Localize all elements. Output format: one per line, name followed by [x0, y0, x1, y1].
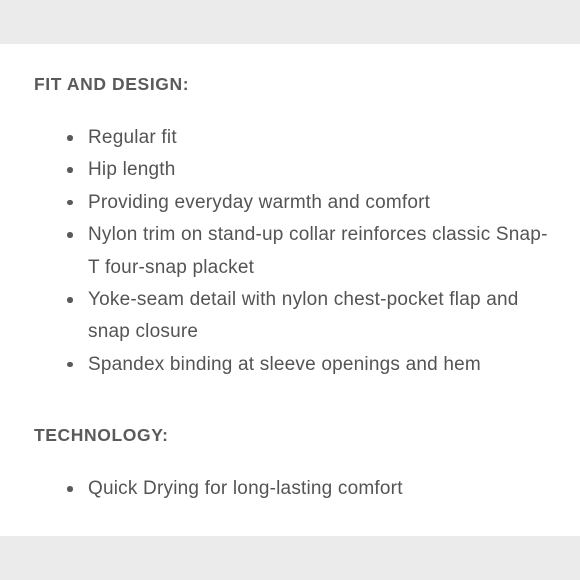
fit-and-design-list [66, 122, 556, 381]
bullet-icon [67, 362, 73, 368]
list-item [66, 219, 556, 284]
list-item-text: Hip length [88, 159, 176, 181]
list-item [66, 284, 556, 349]
bullet-icon [67, 135, 73, 141]
list-item-text: Quick Drying for long-lasting comfort [88, 478, 403, 499]
product-details-card [0, 44, 580, 536]
bullet-icon [67, 167, 73, 173]
technology-list [66, 473, 556, 505]
list-item [66, 473, 556, 505]
technology-heading: TECHNOLOGY: [34, 425, 169, 445]
fit-and-design-heading: FIT AND DESIGN: [34, 74, 190, 94]
bullet-icon [67, 232, 73, 238]
list-item [66, 154, 556, 186]
list-item-text: Spandex binding at sleeve openings and hem [88, 353, 481, 375]
list-item [66, 349, 556, 381]
bullet-icon [67, 297, 73, 303]
list-item-text: Yoke-seam detail with nylon chest-pocket flap and snap closure [88, 289, 519, 343]
bullet-icon [67, 486, 73, 492]
list-item [66, 122, 556, 154]
list-item [66, 187, 556, 219]
list-item-text: Providing everyday warmth and comfort [88, 191, 431, 213]
list-item-text: Regular fit [88, 127, 177, 148]
list-item-text: Nylon trim on stand-up collar reinforces classic Snap-T four-snap placket [88, 224, 548, 278]
bullet-icon [67, 200, 73, 206]
